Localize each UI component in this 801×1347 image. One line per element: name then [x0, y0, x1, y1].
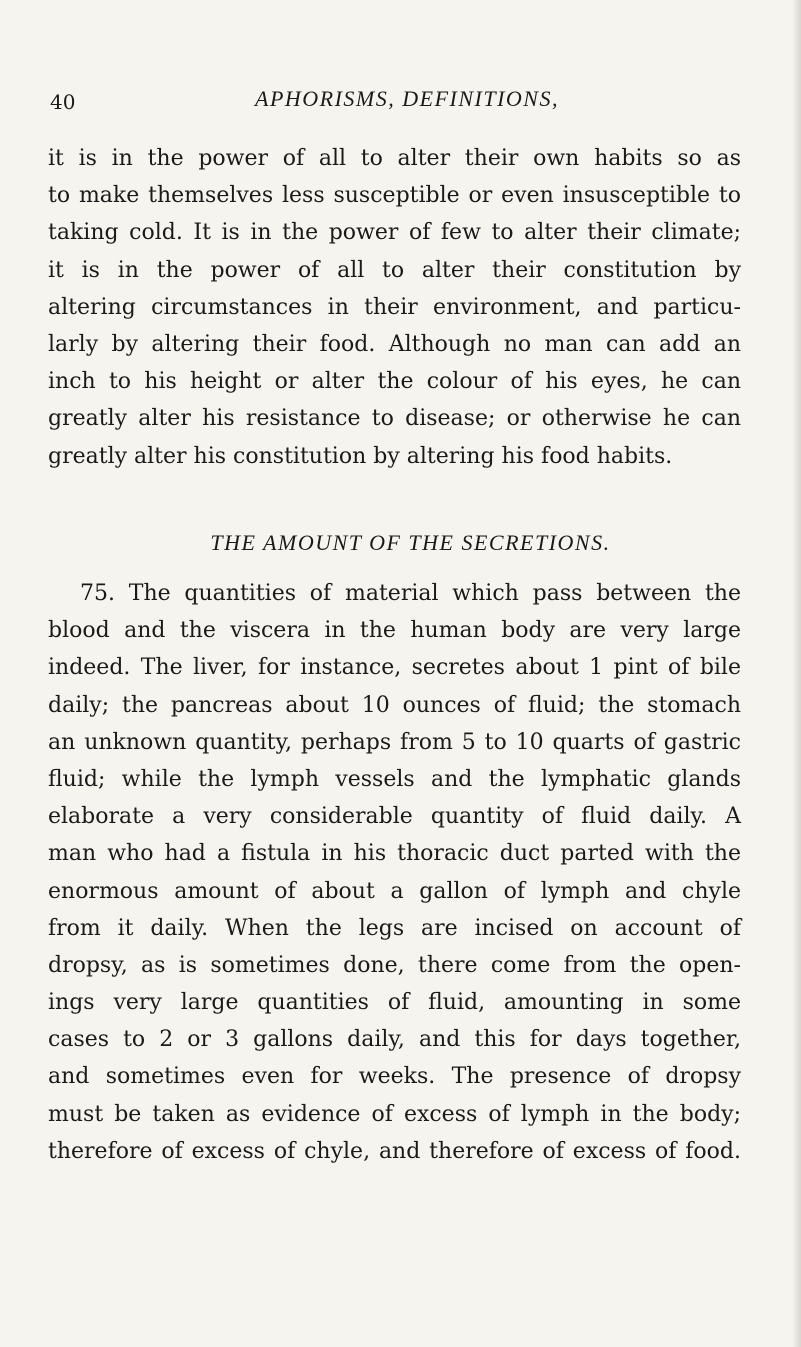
text-line: 75. The quantities of material which pass between the — [80, 581, 741, 606]
page-header — [50, 86, 740, 122]
text-line: an unknown quantity, perhaps from 5 to 10 quarts of gastric — [48, 729, 741, 755]
text-line: elaborate a very considerable quantity of fluid daily. A — [48, 804, 741, 830]
text-line: therefore of excess of chyle, and therefore of excess of food. — [48, 1138, 741, 1164]
text-line: and sometimes even for weeks. The presence of dropsy — [48, 1064, 741, 1090]
text-line: enormous amount of about a gallon of lymph and chyle — [48, 878, 741, 904]
paragraph-habits — [48, 140, 741, 475]
text-line: altering circumstances in their environment, and particu- — [48, 294, 741, 320]
text-line: inch to his height or alter the colour of his eyes, he can — [48, 369, 741, 395]
section-heading — [0, 530, 801, 556]
text-line: blood and the viscera in the human body are very large — [48, 618, 741, 644]
page-edge-shadow — [792, 0, 801, 1347]
text-line: it is in the power of all to alter their constitution by — [48, 257, 741, 283]
text-line: it is in the power of all to alter their own habits so as — [48, 146, 741, 171]
text-line: fluid; while the lymph vessels and the lymphatic glands — [48, 766, 741, 792]
paragraph-secretions — [48, 575, 741, 1170]
text-line: man who had a fistula in his thoracic duct parted with the — [48, 841, 741, 867]
text-line: taking cold. It is in the power of few to alter their climate; — [48, 220, 741, 246]
text-line: greatly alter his constitution by altering his food habits. — [48, 443, 673, 469]
text-line: cases to 2 or 3 gallons daily, and this for days together, — [48, 1027, 741, 1053]
text-line: ings very large quantities of fluid, amounting in some — [48, 990, 741, 1016]
text-line: from it daily. When the legs are incised on account of — [48, 915, 741, 941]
running-head: APHORISMS, DEFINITIONS, — [255, 86, 559, 111]
text-line: indeed. The liver, for instance, secretes about 1 pint of bile — [48, 655, 741, 681]
text-line: must be taken as evidence of excess of lymph in the body; — [48, 1101, 741, 1127]
text-line: daily; the pancreas about 10 ounces of fluid; the stomach — [48, 692, 741, 718]
text-line: to make themselves less susceptible or even insusceptible to — [48, 183, 741, 209]
text-line: larly by altering their food. Although no man can add an — [48, 331, 741, 357]
text-line: greatly alter his resistance to disease; or otherwise he can — [48, 406, 741, 432]
page-number: 40 — [50, 90, 76, 114]
text-line: dropsy, as is sometimes done, there come from the open- — [48, 952, 741, 978]
section-heading-text: THE AMOUNT OF THE SECRETIONS. — [210, 530, 611, 555]
